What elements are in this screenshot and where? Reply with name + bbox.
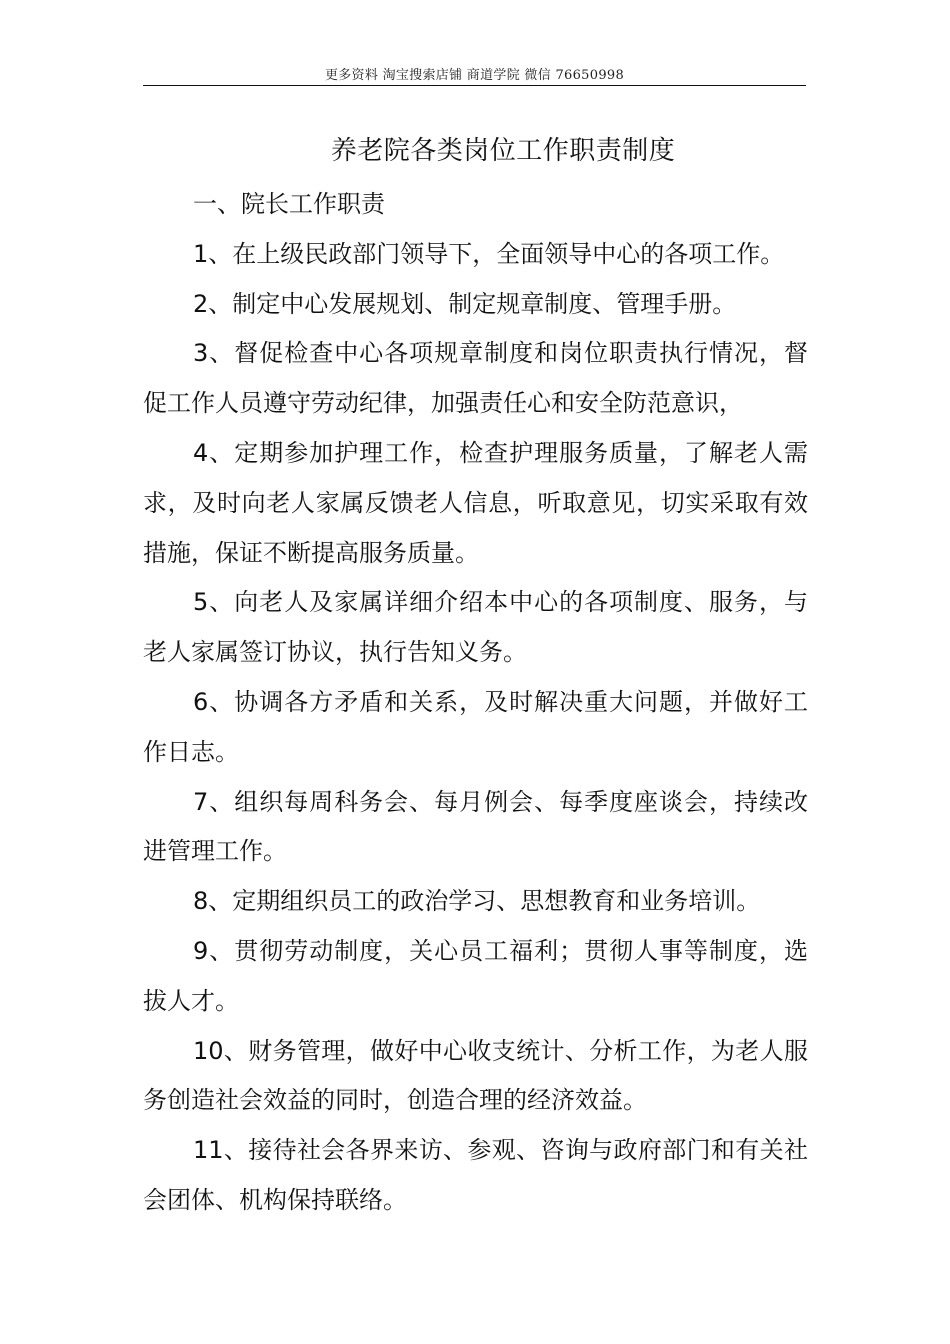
duty-item-10: 10、财务管理，做好中心收支统计、分析工作，为老人服务创造社会效益的同时，创造合理的经济效益。 <box>143 1036 808 1115</box>
duty-item-6: 6、协调各方矛盾和关系，及时解决重大问题，并做好工作日志。 <box>143 687 808 766</box>
header-divider <box>143 85 806 86</box>
duty-item-3: 3、督促检查中心各项规章制度和岗位职责执行情况，督促工作人员遵守劳动纪律，加强责任心和安全防范意识， <box>143 339 808 418</box>
duty-item-1: 1、在上级民政部门领导下，全面领导中心的各项工作。 <box>193 239 785 268</box>
section-heading: 一、院长工作职责 <box>193 190 385 218</box>
document-title: 养老院各类岗位工作职责制度 <box>330 136 676 166</box>
duty-item-8: 8、定期组织员工的政治学习、思想教育和业务培训。 <box>193 887 761 916</box>
duty-item-11: 11、接待社会各界来访、参观、咨询与政府部门和有关社会团体、机构保持联络。 <box>143 1136 808 1214</box>
duty-item-2: 2、制定中心发展规划、制定规章制度、管理手册。 <box>193 289 737 318</box>
duty-item-5: 5、向老人及家属详细介绍本中心的各项制度、服务，与老人家属签订协议，执行告知义务。 <box>143 588 808 667</box>
duty-item-4: 4、定期参加护理工作，检查护理服务质量，了解老人需求，及时向老人家属反馈老人信息，听取意见，切实采取有效措施，保证不断提高服务质量。 <box>143 438 808 567</box>
document-body <box>143 180 808 1226</box>
page-header: 更多资料 淘宝搜索店铺 商道学院 微信 76650998 <box>324 68 625 83</box>
duty-item-7: 7、组织每周科务会、每月例会、每季度座谈会，持续改进管理工作。 <box>143 787 808 866</box>
duty-item-9: 9、贯彻劳动制度，关心员工福利；贯彻人事等制度，选拔人才。 <box>143 936 808 1015</box>
